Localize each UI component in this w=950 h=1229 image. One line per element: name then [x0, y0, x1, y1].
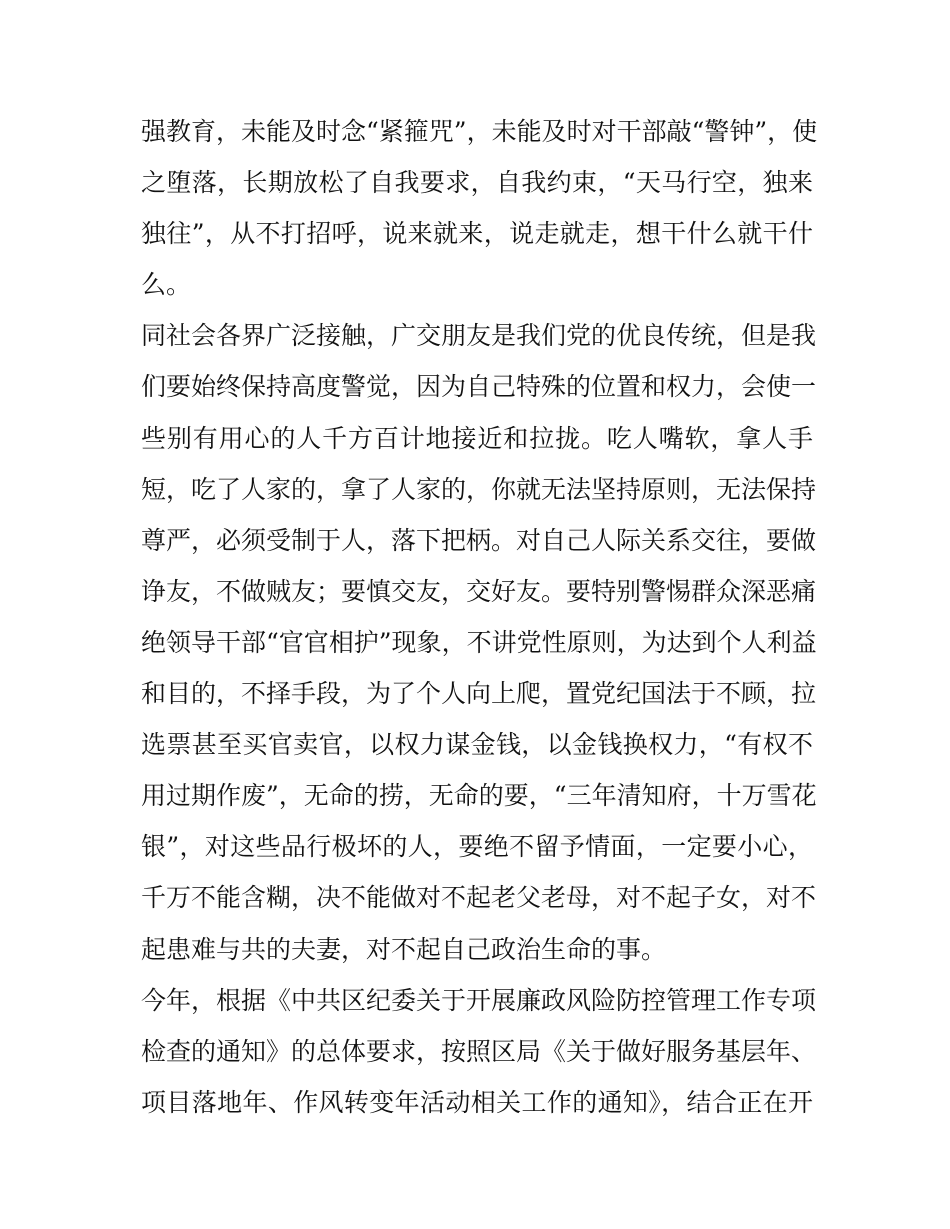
text-line: 之堕落，长期放松了自我要求，自我约束，“天马行空，独来 [141, 168, 813, 198]
text-line: 用过期作废”，无命的捞，无命的要，“三年清知府，十万雪花 [141, 781, 817, 811]
text-line: 同社会各界广泛接触，广交朋友是我们党的优良传统，但是我 [141, 321, 817, 351]
text-line: 检查的通知》的总体要求，按照区局《关于做好服务基层年、 [141, 1036, 817, 1066]
text-line: 们要始终保持高度警觉，因为自己特殊的位置和权力，会使一 [141, 372, 817, 402]
text-line: 诤友，不做贼友；要慎交友，交好友。要特别警惕群众深恶痛 [141, 576, 817, 606]
text-line: 独往”，从不打招呼，说来就来，说走就走，想干什么就干什 [141, 219, 813, 249]
text-line: 起患难与共的夫妻，对不起自己政治生命的事。 [141, 934, 667, 964]
text-line: 尊严，必须受制于人，落下把柄。对自己人际关系交往，要做 [141, 525, 817, 555]
body-text [141, 106, 818, 1128]
text-line: 银”，对这些品行极坏的人，要绝不留予情面，一定要小心， [141, 832, 813, 862]
text-line: 选票甚至买官卖官，以权力谋金钱，以金钱换权力，“有权不 [141, 730, 813, 760]
text-line: 短，吃了人家的，拿了人家的，你就无法坚持原则，无法保持 [141, 474, 817, 504]
text-line: 今年，根据《中共区纪委关于开展廉政风险防控管理工作专项 [141, 985, 817, 1015]
text-line: 项目落地年、作风转变年活动相关工作的通知》，结合正在开 [141, 1087, 813, 1117]
text-line: 千万不能含糊，决不能做对不起老父老母，对不起子女，对不 [141, 883, 817, 913]
text-line: 些别有用心的人千方百计地接近和拉拢。吃人嘴软，拿人手 [141, 423, 813, 453]
text-line: 绝领导干部“官官相护”现象，不讲党性原则，为达到个人利益 [141, 627, 817, 657]
text-line: 和目的，不择手段，为了个人向上爬，置党纪国法于不顾，拉 [141, 679, 817, 709]
text-line: 强教育，未能及时念“紧箍咒”，未能及时对干部敲“警钟”，使 [141, 117, 818, 146]
text-line: 么。 [141, 270, 192, 300]
